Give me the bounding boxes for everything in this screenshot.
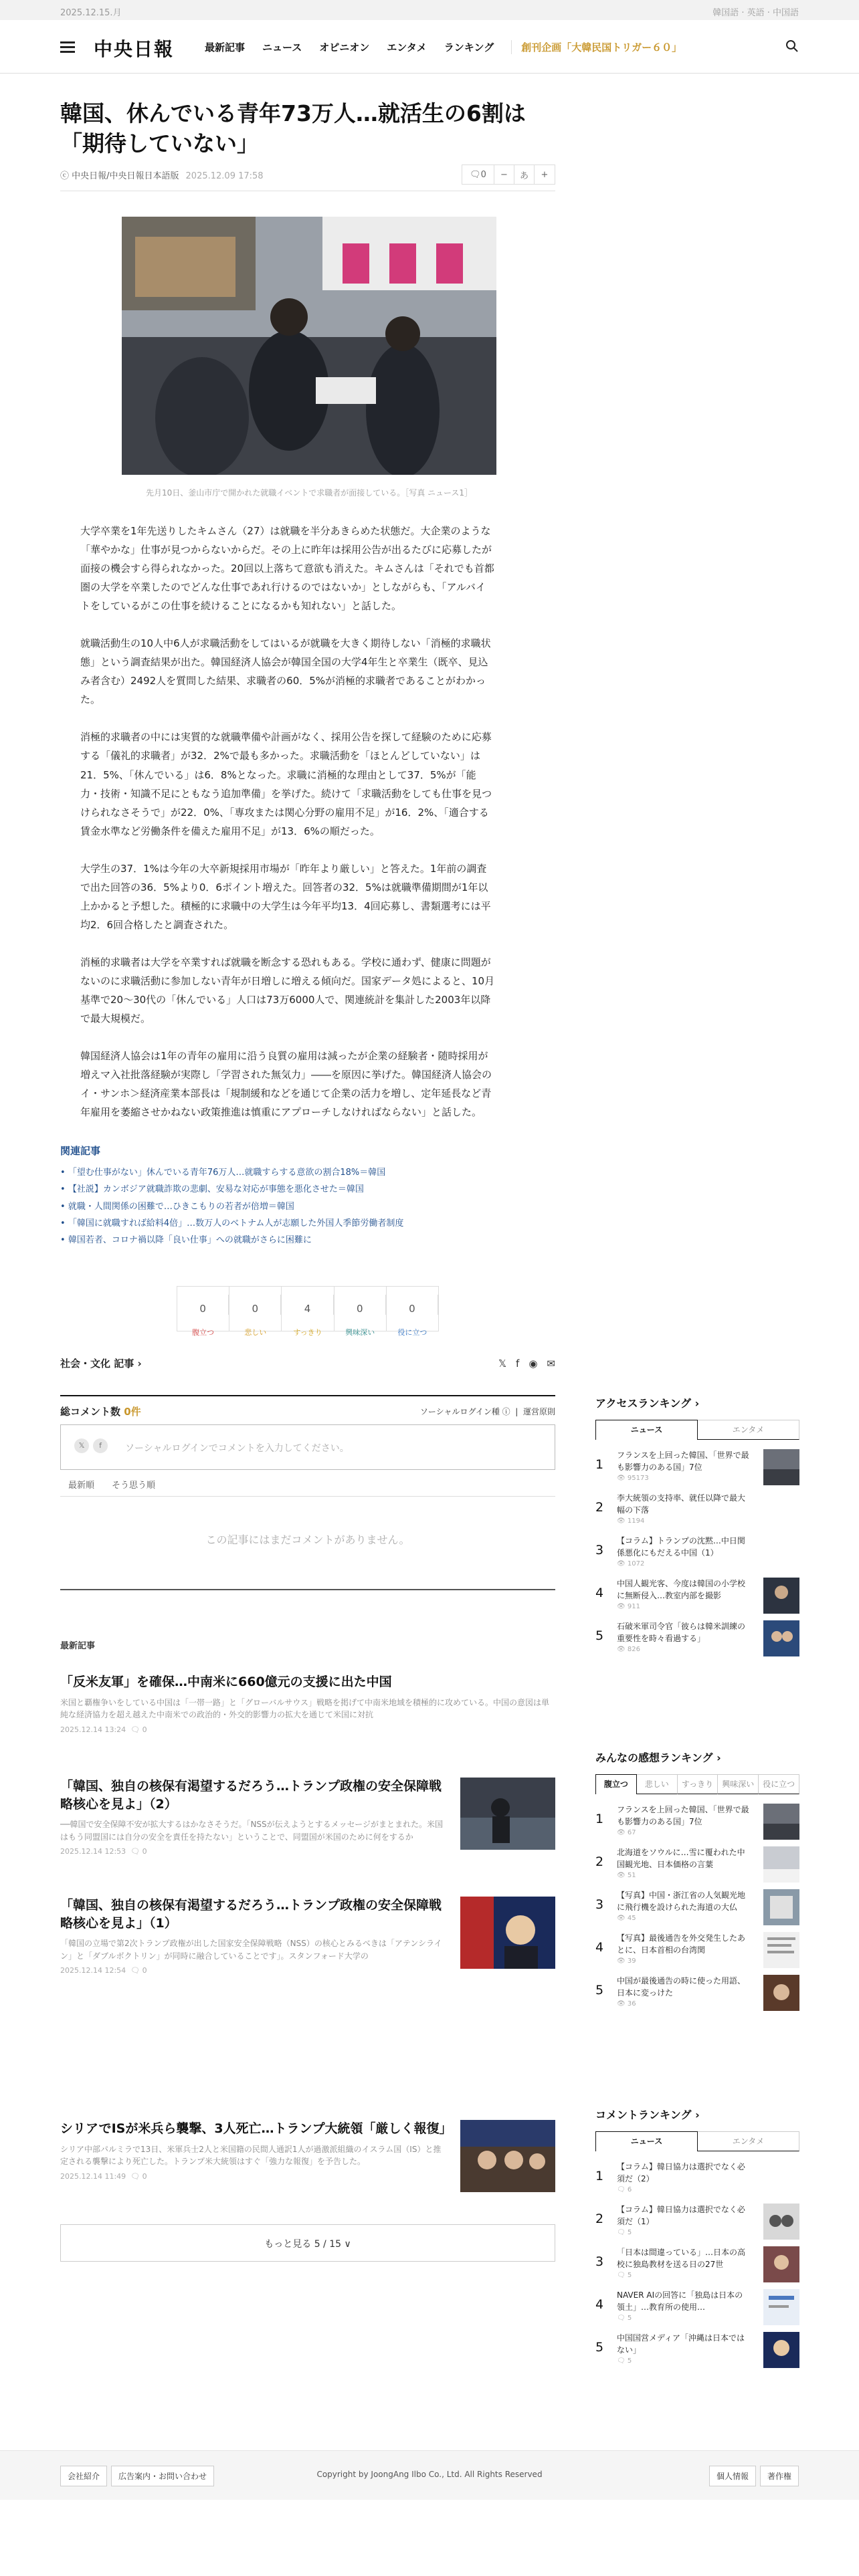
- rank-title: フランスを上回った韓国、「世界で最も影響力のある国」7位: [617, 1451, 749, 1472]
- rank-thumbnail: [763, 1889, 799, 1925]
- eye-icon: 👁: [617, 1957, 628, 1965]
- article-body: [80, 522, 495, 1140]
- latest-card-title: 「反米友軍」を確保…中南米に660億元の支援に出た中国: [60, 1675, 392, 1689]
- font-size-icon: あ: [514, 165, 535, 184]
- latest-card-desc: ──韓国で安全保障不安が拡大するはかなさそうだ。「NSSが伝えようとするメッセージがまとまれた。米国はもう同盟国には自分の安全を責任を持たない」ということで、同盟国が米国のために何をするか: [60, 1820, 443, 1842]
- x-login-icon[interactable]: 𝕏: [74, 1438, 89, 1453]
- related-link[interactable]: • 「望む仕事がない」休んでいる青年76万人…就職すらする意欲の割合18%＝韓国: [60, 1164, 555, 1181]
- latest-card-thumbnail: [460, 2120, 555, 2192]
- rank-comments: 5: [627, 2357, 632, 2365]
- article-paragraph: 大学卒業を1年先送りしたキムさん（27）は就職を半分あきらめた状態だ。大企業のような「華やかな」仕事が見つからないからだ。その上に昨年は採用公告が出るたびに応募したが面接の機会すら得られなかった。20回以上落ちて意欲も消えた。キムさんは「それでも首都圏の大学を卒業したのでどんな仕事であれ行けるのではないか」としながらも、「アルバイトをしているがこの仕事を続けることになるかも知れない」と話した。: [80, 525, 494, 613]
- article-photo: [122, 217, 496, 475]
- mail-icon[interactable]: ✉: [547, 1358, 555, 1370]
- latest-card[interactable]: [60, 1673, 555, 1734]
- latest-card-desc: 米国と覇権争いをしている中国は「一帯一路」と「グローバルサウス」戦略を掲げて中南米地域を積極的に攻めている。中国の意図は単純な経済協力を超え越えた中南米での政治的・外交的影響力の拡大を通じて米国に対抗: [60, 1697, 550, 1720]
- rank-comments: 5: [627, 2229, 632, 2236]
- tab-entertainment[interactable]: エンタメ: [698, 2131, 799, 2151]
- reaction-label: 悲しい: [244, 1328, 267, 1337]
- facebook-login-icon[interactable]: f: [93, 1438, 108, 1453]
- latest-articles: [60, 1638, 555, 2181]
- nav-promo[interactable]: 創刊企画「大韓民国トリガー６０」: [511, 40, 682, 54]
- reaction-sad[interactable]: [229, 1287, 282, 1337]
- comments-title: 総コメント数: [60, 1406, 121, 1418]
- rank-thumbnail: [763, 1449, 799, 1485]
- rank-number: 4: [595, 2297, 604, 2312]
- rank-title: 石破米軍司令官「彼らは韓米訓練の重要性を時々看過する」: [617, 1622, 746, 1643]
- latest-card-title: 「韓国、独自の核保有渇望するだろう…トランプ政権の安全保障戦略核心を見よ」（1）: [60, 1898, 442, 1931]
- site-footer: [0, 2450, 859, 2500]
- eye-icon: 👁: [617, 1872, 628, 1879]
- latest-card[interactable]: [60, 1897, 555, 1975]
- rank-views: 911: [627, 1603, 640, 1610]
- article-paragraph: 韓国経済人協会は1年の青年の雇用に沿う良質の雇用は減ったが企業の経験者・随時採用が増えマ入社批落経験が実際し「学習された無気力」――を原因に挙げた。韓国経済人協会のイ・サンホ＞経済産業本部長は「規制緩和などを通じて企業の活力を増し、定年延長など青年雇用を萎縮させかねない政策推進は慎重にアプローチしなければならない」と話した。: [80, 1050, 492, 1119]
- site-logo[interactable]: 中央日報: [94, 38, 175, 60]
- rank-title: 中国が最後通告の時に使った用語、日本に変っけた: [617, 1976, 746, 1998]
- rank-number: 2: [595, 1500, 604, 1515]
- rank-number: 3: [595, 1543, 604, 1558]
- photo-caption: 先月10日、釜山市庁で開かれた就職イベントで求職者が面接している。［写真 ニュース1］: [145, 488, 473, 498]
- latest-card-thumbnail: [460, 1778, 555, 1850]
- comment-ranking-title[interactable]: コメントランキング ›: [595, 2109, 700, 2121]
- nav-news[interactable]: ニュース: [262, 41, 302, 53]
- rank-views: 39: [627, 1957, 636, 1965]
- ranking-item[interactable]: [595, 1488, 799, 1531]
- site-header: [0, 20, 859, 74]
- comment-icon: 🗨: [617, 2229, 628, 2236]
- rank-title: 【コラム】韓日協力は選択でなく必須だ（2）: [617, 2162, 745, 2183]
- tab-entertainment[interactable]: エンタメ: [698, 1420, 799, 1440]
- copyright-icon: ⓒ: [60, 171, 72, 181]
- rank-title: 李大統領の支持率、就任以降で最大幅の下落: [617, 1493, 746, 1515]
- related-articles: [60, 1144, 555, 1249]
- rank-comments: 5: [627, 2315, 632, 2322]
- rank-number: 5: [595, 1628, 604, 1643]
- tab-interesting[interactable]: 興味深い: [718, 1774, 759, 1794]
- tab-satisfied[interactable]: すっきり: [678, 1774, 719, 1794]
- nav-ranking[interactable]: ランキング: [444, 41, 494, 53]
- rules-link[interactable]: 運営原則: [522, 1407, 555, 1416]
- reaction-count: 0: [177, 1295, 229, 1315]
- latest-card-time: 2025.12.14 11:49: [60, 2171, 126, 2181]
- ranking-item[interactable]: [595, 1445, 799, 1488]
- rank-number: 3: [595, 2254, 604, 2269]
- ranking-item[interactable]: [595, 2199, 799, 2242]
- tab-sad[interactable]: 悲しい: [637, 1774, 678, 1794]
- latest-card-time: 2025.12.14 12:54: [60, 1966, 126, 1975]
- access-ranking: [595, 1395, 799, 1659]
- ranking-item[interactable]: [595, 2157, 799, 2199]
- rank-thumbnail: [763, 2332, 799, 2368]
- comment-input-box[interactable]: [60, 1424, 555, 1470]
- font-increase-button[interactable]: +: [541, 169, 549, 180]
- related-title: 関連記事: [60, 1145, 101, 1157]
- reaction-label: 腹立つ: [192, 1328, 215, 1337]
- comments-count: 0件: [124, 1406, 141, 1418]
- comment-icon: 🗨: [130, 1966, 140, 1975]
- rank-views: 1194: [627, 1517, 645, 1525]
- rank-thumbnail: [763, 2246, 799, 2282]
- rank-number: 4: [595, 1940, 604, 1955]
- ranking-item[interactable]: [595, 2328, 799, 2371]
- rank-thumbnail: [763, 1620, 799, 1656]
- latest-card-desc: シリア中部パルミラで13日、米軍兵士2人と米国籍の民間人通訳1人が過激派組織のイスラム国（IS）と推定される襲撃により死亡した。トランプ米大統領はすぐ「強力な報復」を予告した。: [60, 2144, 442, 2167]
- comment-icon: 🗨: [130, 1847, 140, 1856]
- latest-card-time: 2025.12.14 12:53: [60, 1847, 126, 1856]
- comment-icon: 🗨: [130, 2171, 140, 2181]
- ranking-item[interactable]: [595, 1616, 799, 1659]
- eye-icon: 👁: [617, 2000, 628, 2008]
- empty-comments: この記事にはまだコメントがありません。: [60, 1497, 555, 1590]
- ranking-item[interactable]: [595, 1800, 799, 1842]
- comment-icon: 🗨: [617, 2315, 628, 2322]
- latest-card-time: 2025.12.14 13:24: [60, 1725, 126, 1734]
- latest-card-comments: 0: [142, 1725, 147, 1734]
- tab-useful[interactable]: 役に立つ: [759, 1774, 799, 1794]
- rank-number: 3: [595, 1897, 604, 1912]
- comment-icon: 🗨: [617, 2186, 628, 2193]
- comment-icon: 🗨: [617, 2357, 628, 2365]
- language-links[interactable]: 韓国語 · 英語 · 中国語: [712, 8, 799, 18]
- footer-privacy-link[interactable]: 個人情報: [709, 2466, 756, 2486]
- rank-title: 「日本は間違っている」…日本の高校に独島教材を送る日の27世: [617, 2248, 746, 2269]
- photo-illustration: [122, 217, 496, 475]
- top-bar: [0, 0, 859, 20]
- share-buttons: [498, 1358, 555, 1370]
- rank-comments: 5: [627, 2272, 632, 2279]
- x-icon[interactable]: 𝕏: [498, 1358, 507, 1370]
- reaction-label: 興味深い: [345, 1328, 375, 1337]
- rank-thumbnail: [763, 2204, 799, 2240]
- rank-number: 1: [595, 1457, 604, 1472]
- article-title: 韓国、休んでいる青年73万人…就活生の6割は「期待していない」: [60, 100, 526, 156]
- eye-icon: 👁: [617, 1517, 628, 1525]
- footer-about-link[interactable]: 会社紹介: [60, 2466, 107, 2486]
- rank-views: 36: [627, 2000, 636, 2008]
- rank-comments: 6: [627, 2186, 632, 2193]
- rank-number: 1: [595, 2169, 604, 2183]
- font-decrease-button[interactable]: −: [494, 165, 514, 184]
- comment-count: 0: [480, 169, 486, 180]
- latest-card-comments: 0: [142, 1847, 147, 1856]
- line-icon[interactable]: ◉: [529, 1358, 538, 1370]
- publish-time: 2025.12.09 17:58: [185, 171, 264, 181]
- comment-icon: 🗨: [130, 1725, 140, 1734]
- rank-number: 1: [595, 1812, 604, 1826]
- comment-ranking: [595, 2107, 799, 2371]
- nav-opinion[interactable]: オピニオン: [319, 41, 370, 53]
- reaction-buttons: [177, 1286, 439, 1337]
- rank-thumbnail: [763, 1804, 799, 1840]
- rank-title: 中国国営メディア「沖縄は日本ではない」: [617, 2333, 745, 2355]
- emotion-ranking-title[interactable]: みんなの感想ランキング ›: [595, 1751, 721, 1764]
- related-link[interactable]: • 就職・人間関係の困難で…ひきこもりの若者が倍増＝韓国: [60, 1198, 555, 1215]
- reaction-label: 役に立つ: [397, 1328, 427, 1337]
- sort-latest[interactable]: 最新順: [68, 1481, 95, 1491]
- latest-card-comments: 0: [142, 1966, 147, 1975]
- rank-title: 【写真】中国・浙江省の人気観光地に飛行機を設けられた海道の大仏: [617, 1891, 746, 1912]
- eye-icon: 👁: [617, 1646, 628, 1653]
- comments-section: 総コメント数 0件 ソーシャルログイン種 ⓘ | 運営原則 𝕏 f ソーシャルログインでコメントを入力してください。 最新順 そう思う順 この記事にはまだコメントがありません。: [60, 1395, 555, 1590]
- rank-thumbnail: [763, 1846, 799, 1883]
- sort-agree[interactable]: そう思う順: [112, 1481, 156, 1491]
- ranking-item[interactable]: [595, 1971, 799, 2014]
- latest-label: 最新記事: [60, 1641, 96, 1651]
- search-icon[interactable]: [785, 39, 799, 53]
- reaction-interesting[interactable]: [335, 1287, 387, 1337]
- footer-ads-link[interactable]: 広告案内・お問い合わせ: [111, 2466, 214, 2486]
- tab-news[interactable]: ニュース: [595, 2131, 698, 2151]
- rank-views: 1072: [627, 1560, 645, 1568]
- rank-views: 51: [627, 1872, 636, 1879]
- reaction-count: 0: [335, 1295, 386, 1315]
- byline: 中央日報/中央日報日本語版: [72, 171, 179, 181]
- tab-angry[interactable]: 腹立つ: [595, 1774, 637, 1794]
- main-nav: [205, 40, 682, 54]
- article-paragraph: 就職活動生の10人中6人が求職活動をしてはいるが就職を大きく期待しない「消極的求職状態」という調査結果が出た。韓国経済人協会が韓国全国の大学4年生と卒業生（既卒、見込み者含む）2492人を質問した結果、求職者の60．5%が消極的求職者であることがわかった。: [80, 637, 491, 706]
- latest-card-title: 「韓国、独自の核保有渇望するだろう…トランプ政権の安全保障戦略核心を見よ」（2）: [60, 1779, 442, 1812]
- footer-copyright-link[interactable]: 著作権: [760, 2466, 799, 2486]
- article-paragraph: 消極的求職者の中には実質的な就職準備や計画がなく、採用公告を探して経験のために応募する「儀礼的求職者」が32．2%で最も多かった。求職活動を「ほとんどしていない」は21．5%、「休んでいる」は6．8%となった。求職に消極的な理由として37．5%が「能力・技術・知識不足にともなう追加準備」を挙げた。続けて「求職活動をしても仕事を見つけられなさそうで」が22．0%、「専攻または関心分野の雇用不足」が16．2%、「適合する賃金水準など労働条件を備えた雇用不足」が13．6%の順だった。: [80, 731, 492, 837]
- rank-thumbnail: [763, 1578, 799, 1614]
- nav-latest[interactable]: 最新記事: [205, 41, 246, 53]
- article-paragraph: 大学生の37．1%は今年の大卒新規採用市場が「昨年より厳しい」と答えた。1年前の調査で出た回答の36．5%より0．6ポイント増えた。回答者の32．5%は就職準備期間が1年以上かかると予想した。積極的に求職中の大学生は今年平均13．4回応募し、書類選考には平均2．6回合格したと調査された。: [80, 862, 491, 931]
- reaction-label: すっきり: [293, 1328, 322, 1337]
- comment-icon: 🗨: [617, 2272, 628, 2279]
- rank-views: 45: [627, 1915, 636, 1922]
- rank-title: 北海道をソウルに…雪に覆われた中国観光地、日本価格の言葉: [617, 1848, 745, 1869]
- related-link[interactable]: • 韓国若者、コロナ禍以降「良い仕事」への就職がさらに困難に: [60, 1232, 555, 1249]
- eye-icon: 👁: [617, 1915, 628, 1922]
- latest-card-title: シリアでISが米兵ら襲撃、3人死亡…トランプ大統領「厳しく報復」: [60, 2121, 452, 2136]
- footer-copyright: Copyright by JoongAng Ilbo Co., Ltd. All Rights Reserved: [316, 2470, 543, 2479]
- rank-thumbnail: [763, 1975, 799, 2011]
- rank-views: 826: [627, 1646, 640, 1653]
- rank-number: 5: [595, 2340, 604, 2355]
- nav-entertainment[interactable]: エンタメ: [387, 41, 427, 53]
- related-link[interactable]: • 【社説】カンボジア就職詐欺の悲劇、安易な対応が事態を悪化させた＝韓国: [60, 1181, 555, 1198]
- rank-number: 2: [595, 1854, 604, 1869]
- reaction-useful[interactable]: [387, 1287, 438, 1337]
- ranking-item[interactable]: [595, 1574, 799, 1616]
- eye-icon: 👁: [617, 1603, 628, 1610]
- comment-count-button[interactable]: 🗨 0: [462, 165, 494, 184]
- reaction-count: 0: [387, 1295, 438, 1315]
- rank-title: 【コラム】韓日協力は選択でなく必須だ（1）: [617, 2205, 745, 2226]
- ranking-item[interactable]: [595, 1842, 799, 1885]
- eye-icon: 👁: [617, 1560, 628, 1568]
- load-more-button[interactable]: もっと見る 5 / 15 ∨: [60, 2224, 555, 2262]
- eye-icon: 👁: [617, 1829, 628, 1836]
- facebook-icon[interactable]: f: [516, 1358, 520, 1370]
- emotion-ranking: [595, 1749, 799, 2014]
- ranking-item[interactable]: [595, 1928, 799, 1971]
- reaction-angry[interactable]: [177, 1287, 229, 1337]
- section-bar: [60, 1356, 555, 1376]
- rank-number: 4: [595, 1586, 604, 1600]
- rank-title: NAVER AIの回答に「独島は日本の領土」…教育所の使用…: [617, 2290, 743, 2312]
- article-meta: [60, 165, 555, 191]
- ranking-item[interactable]: [595, 1885, 799, 1928]
- reaction-count: 4: [282, 1295, 333, 1315]
- rank-title: 中国人観光客、今度は韓国の小学校に無断侵入…教室内部を撮影: [617, 1579, 746, 1600]
- rank-thumbnail: [763, 2289, 799, 2325]
- rank-title: 【コラム】トランプの沈黙…中日関係悪化にもだえる中国（1）: [617, 1536, 745, 1558]
- ranking-item[interactable]: [595, 2285, 799, 2328]
- rank-number: 5: [595, 1983, 604, 1998]
- access-ranking-title[interactable]: アクセスランキング ›: [595, 1397, 700, 1410]
- social-login-link[interactable]: ソーシャルログイン種 ⓘ: [419, 1407, 510, 1416]
- reaction-count: 0: [229, 1295, 281, 1315]
- ranking-item[interactable]: [595, 1531, 799, 1574]
- comment-placeholder: ソーシャルログインでコメントを入力してください。: [125, 1443, 349, 1454]
- article-tools: [462, 165, 555, 185]
- rank-thumbnail: [763, 1932, 799, 1968]
- rank-views: 67: [627, 1829, 636, 1836]
- current-date: 2025.12.15.月: [60, 8, 122, 18]
- latest-card[interactable]: [60, 2120, 555, 2181]
- latest-card-desc: 「韓国の立場で第2次トランプ政権が出した国家安全保障戦略（NSS）の核心とみるべきは「アテンシライン」と「ダブルボクトリン」が同時に融合していることです」。スタンフォード大学の: [60, 1939, 442, 1961]
- rank-number: 2: [595, 2212, 604, 2226]
- latest-card[interactable]: [60, 1778, 555, 1856]
- article-paragraph: 消極的求職者は大学を卒業すれば就職を断念する恐れもある。学校に通わず、健康に問題がないのに求職活動に参加しない青年が日増しに増える傾向だ。国家データ処によると、10月基準で20～30代の「休んでいる」人口は73万6000人で、関連統計を集計した2003年以降で最大規模だ。: [80, 956, 495, 1025]
- menu-icon[interactable]: [60, 41, 75, 52]
- rank-title: フランスを上回った韓国、「世界で最も影響力のある国」7位: [617, 1805, 749, 1826]
- rank-title: 【写真】最後通告を外交発生したあとに、日本首相の台湾関: [617, 1933, 746, 1955]
- related-link[interactable]: • 「韓国に就職すれば給料4倍」…数万人のベトナム人が志願した外国人季節労働者制度: [60, 1215, 555, 1232]
- latest-card-comments: 0: [142, 2171, 147, 2181]
- latest-card-thumbnail: [460, 1897, 555, 1969]
- ranking-item[interactable]: [595, 2242, 799, 2285]
- tab-news[interactable]: ニュース: [595, 1420, 698, 1440]
- reaction-satisfied[interactable]: [282, 1287, 334, 1337]
- eye-icon: 👁: [617, 1475, 628, 1482]
- rank-views: 95173: [627, 1475, 649, 1482]
- section-link[interactable]: 社会・文化 記事 ›: [60, 1358, 142, 1370]
